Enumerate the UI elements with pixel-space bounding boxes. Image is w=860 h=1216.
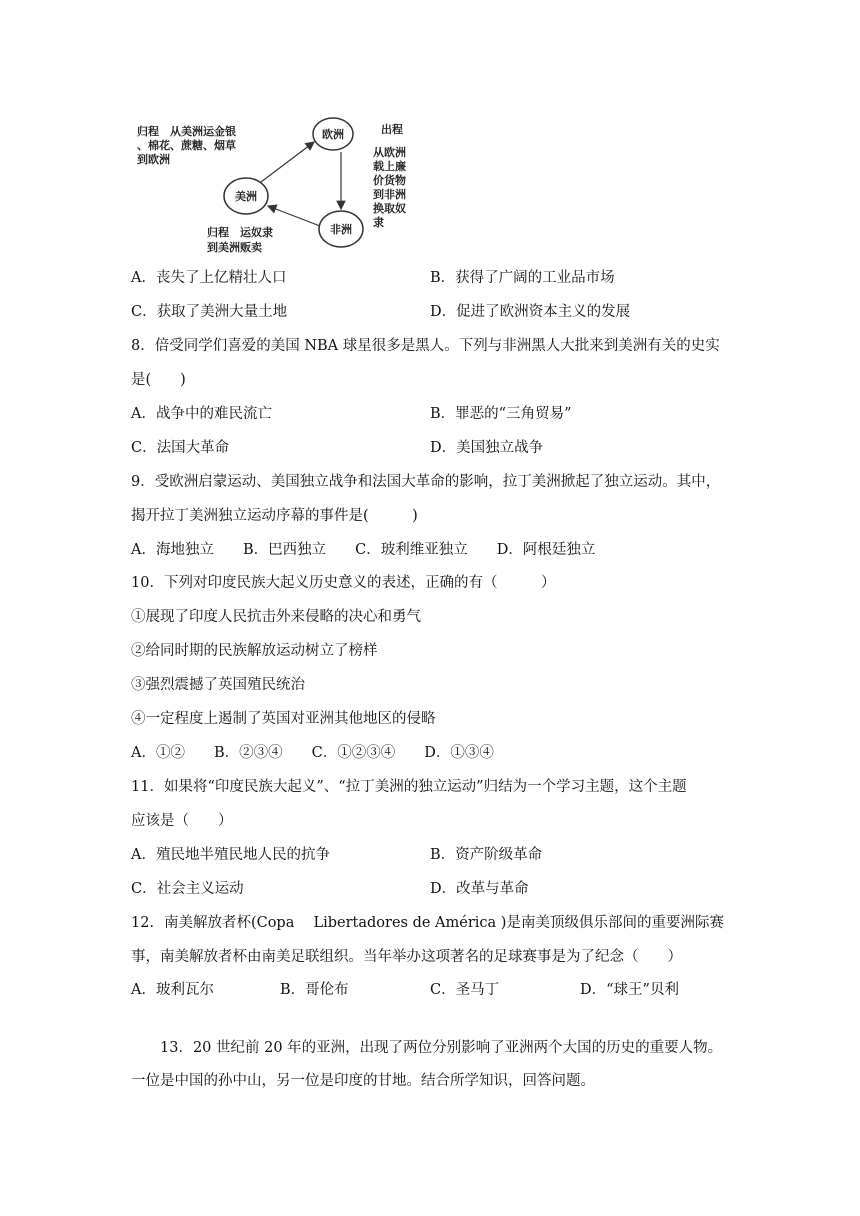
q7-option-d: D．促进了欧洲资本主义的发展 — [430, 304, 631, 320]
q11-stem-line2: 应该是（ ） — [131, 813, 233, 829]
arrow-africa-to-america — [268, 206, 320, 226]
q8-option-c: C．法国大革命 — [131, 440, 230, 456]
return-america-line2: 、棉花、蔗糖、烟草 — [137, 139, 236, 152]
outbound-line5: 到非洲 — [373, 188, 406, 201]
outbound-line3: 载上廉 — [373, 160, 406, 173]
outbound-line2: 从欧洲 — [373, 146, 406, 159]
q8-option-d: D．美国独立战争 — [430, 440, 544, 456]
q13-line2: 一位是中国的孙中山，另一位是印度的甘地。结合所学知识，回答问题。 — [131, 1073, 595, 1089]
q8-stem-line1: 8．倍受同学们喜爱的美国 NBA 球星很多是黑人。下列与非洲黑人大批来到美洲有关的史实 — [131, 338, 720, 354]
q10-statement-3: ③强烈震撼了英国殖民统治 — [131, 677, 305, 693]
q12-stem-line2: 事，南美解放者杯由南美足联组织。当年举办这项著名的足球赛事是为了纪念（ ） — [131, 949, 682, 965]
q11-option-b: B．资产阶级革命 — [430, 847, 543, 863]
africa-label: 非洲 — [330, 223, 352, 236]
outbound-line4: 价货物 — [373, 174, 406, 187]
arrow-america-to-europe — [261, 142, 314, 182]
return-africa-line2: 到美洲贩卖 — [207, 241, 262, 254]
q11-stem-line1: 11．如果将“印度民族大起义”、“拉丁美洲的独立运动”归结为一个学习主题，这个主题 — [131, 779, 687, 795]
q7-option-c: C．获取了美洲大量土地 — [131, 304, 288, 320]
q10-statement-2: ②给同时期的民族解放运动树立了榜样 — [131, 643, 378, 659]
q10-stem: 10．下列对印度民族大起义历史意义的表述，正确的有（ ） — [131, 575, 556, 591]
q12-option-a: A．玻利瓦尔 — [131, 982, 214, 998]
q12-stem-line1: 12．南美解放者杯(Copa Libertadores de América )是南美顶级俱乐部间的重要洲际赛 — [131, 915, 724, 931]
q12-option-c: C．圣马丁 — [430, 982, 500, 998]
q11-option-a: A．殖民地半殖民地人民的抗争 — [131, 847, 330, 863]
q9-options: A．海地独立 B．巴西独立 C．玻利维亚独立 D．阿根廷独立 — [131, 542, 596, 558]
q11-option-d: D．改革与革命 — [430, 881, 529, 897]
q10-statement-1: ①展现了印度人民抗击外来侵略的决心和勇气 — [131, 609, 421, 625]
q12-option-b: B．哥伦布 — [280, 982, 349, 998]
q9-stem-line2: 揭开拉丁美洲独立运动序幕的事件是( ) — [131, 508, 418, 524]
q7-option-b: B．获得了广阔的工业品市场 — [430, 270, 615, 286]
america-label: 美洲 — [235, 190, 257, 203]
q8-stem-line2: 是( ) — [131, 372, 186, 388]
q8-option-b: B．罪恶的“三角贸易” — [430, 406, 572, 422]
return-africa-line1: 归程 运奴隶 — [207, 226, 273, 239]
q10-options: A．①② B．②③④ C．①②③④ D．①③④ — [131, 745, 494, 761]
outbound-line7: 隶 — [373, 216, 384, 229]
q13-line1: 13．20 世纪前 20 年的亚洲，出现了两位分别影响了亚洲两个大国的历史的重要人物。 — [160, 1040, 723, 1056]
q8-option-a: A．战争中的难民流亡 — [131, 406, 272, 422]
return-america-line3: 到欧洲 — [137, 153, 170, 166]
q12-option-d: D．“球王”贝利 — [580, 982, 679, 998]
outbound-line6: 换取奴 — [373, 202, 406, 215]
q7-option-a: A．丧失了上亿精壮人口 — [131, 270, 287, 286]
outbound-line1: 出程 — [381, 123, 403, 136]
q10-statement-4: ④一定程度上遏制了英国对亚洲其他地区的侵略 — [131, 711, 436, 727]
q9-stem-line1: 9．受欧洲启蒙运动、美国独立战争和法国大革命的影响，拉丁美洲掀起了独立运动。其中， — [131, 474, 721, 490]
europe-label: 欧洲 — [322, 128, 344, 141]
triangle-trade-diagram — [131, 114, 421, 262]
q11-option-c: C．社会主义运动 — [131, 881, 244, 897]
return-america-line1: 归程 从美洲运金银 — [137, 125, 236, 138]
